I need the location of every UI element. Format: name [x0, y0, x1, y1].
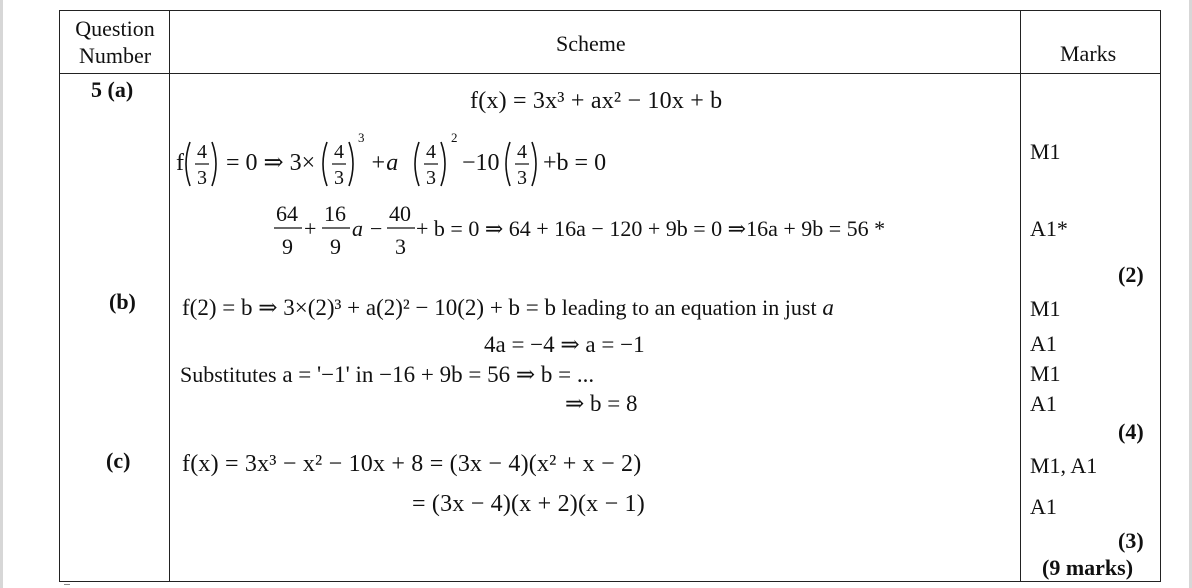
frac-3b: 3 — [334, 167, 344, 189]
part-a-plus-a: +a — [370, 150, 399, 176]
part-a-expansion-tail: + b = 0 ⇒ 64 + 16a − 120 + 9b = 0 ⇒16a + 9b = 56 * — [416, 216, 886, 241]
header-question-number: Question Number — [75, 16, 155, 68]
frac-16: 16 — [324, 201, 346, 226]
mark-c-m1-a1: M1, A1 — [1030, 453, 1098, 478]
question-label-b: (b) — [109, 289, 136, 314]
header-divider — [60, 73, 1160, 74]
total-a: (2) — [1118, 262, 1144, 287]
frac-4: 4 — [197, 141, 207, 163]
part-b-line3 — [180, 363, 594, 386]
mark-b-m1: M1 — [1030, 296, 1061, 321]
mark-b-a1-second: A1 — [1030, 391, 1057, 416]
part-c-line1: f(x) = 3x³ − x² − 10x + 8 = (3x − 4)(x² + x − 2) — [182, 451, 642, 477]
header-scheme: Scheme — [556, 31, 626, 56]
question-label-5a: 5 (a) — [91, 77, 134, 102]
question-total: (9 marks) — [1042, 555, 1134, 580]
part-a-substitution — [176, 128, 646, 198]
frac-4b: 4 — [334, 141, 344, 163]
part-b-line2: 4a = −4 ⇒ a = −1 — [484, 332, 645, 357]
frac-3c: 3 — [426, 167, 436, 189]
plus-sign: + — [304, 216, 317, 241]
frac-3d: 3 — [517, 167, 527, 189]
left-page-edge — [0, 0, 3, 588]
part-a-function — [470, 89, 722, 113]
frac-40: 40 — [389, 201, 411, 226]
mark-b-m1-second: M1 — [1030, 361, 1061, 386]
part-b-line1 — [182, 296, 834, 319]
page-mark — [64, 584, 70, 585]
part-b-line1-text: leading to an equation in just — [561, 295, 817, 320]
total-c: (3) — [1118, 528, 1144, 553]
mark-a-m1: M1 — [1030, 139, 1061, 164]
part-b-line4: ⇒ b = 8 — [565, 391, 638, 416]
mark-b-a1: A1 — [1030, 331, 1057, 356]
part-b-line3-text: Substitutes — [180, 362, 277, 387]
part-a-tail: +b = 0 — [543, 150, 607, 176]
part-a-expansion — [272, 200, 932, 260]
part-b-line1-math: f(2) = b ⇒ 3×(2)³ + a(2)² − 10(2) + b = b — [182, 295, 557, 320]
mark-a-a1star: A1* — [1030, 216, 1068, 241]
frac-64: 64 — [276, 201, 298, 226]
exp-3: 3 — [358, 130, 365, 145]
mark-c-a1: A1 — [1030, 494, 1057, 519]
part-a-function-text: f(x) = 3x³ + ax² − 10x + b — [470, 88, 723, 114]
a-minus: a − — [352, 216, 384, 241]
total-b: (4) — [1118, 419, 1144, 444]
header-marks: Marks — [1060, 41, 1117, 66]
part-b-line3-math: a = '−1' in −16 + 9b = 56 ⇒ b = ... — [282, 362, 595, 387]
column-divider — [169, 11, 170, 581]
frac-4d: 4 — [517, 141, 527, 163]
frac-9b: 9 — [330, 234, 341, 259]
frac-4c: 4 — [426, 141, 436, 163]
frac-9a: 9 — [282, 234, 293, 259]
exp-2: 2 — [451, 130, 458, 145]
part-b-line1-var: a — [822, 295, 834, 320]
question-label-c: (c) — [106, 448, 131, 473]
part-a-f-symbol: f — [176, 150, 184, 176]
part-a-minus10: −10 — [462, 150, 500, 176]
frac-3: 3 — [197, 167, 207, 189]
frac-3e: 3 — [395, 234, 406, 259]
part-c-line2: = (3x − 4)(x + 2)(x − 1) — [412, 491, 645, 517]
part-a-eq-3x: = 0 ⇒ 3× — [226, 150, 316, 176]
column-divider — [1020, 11, 1021, 581]
